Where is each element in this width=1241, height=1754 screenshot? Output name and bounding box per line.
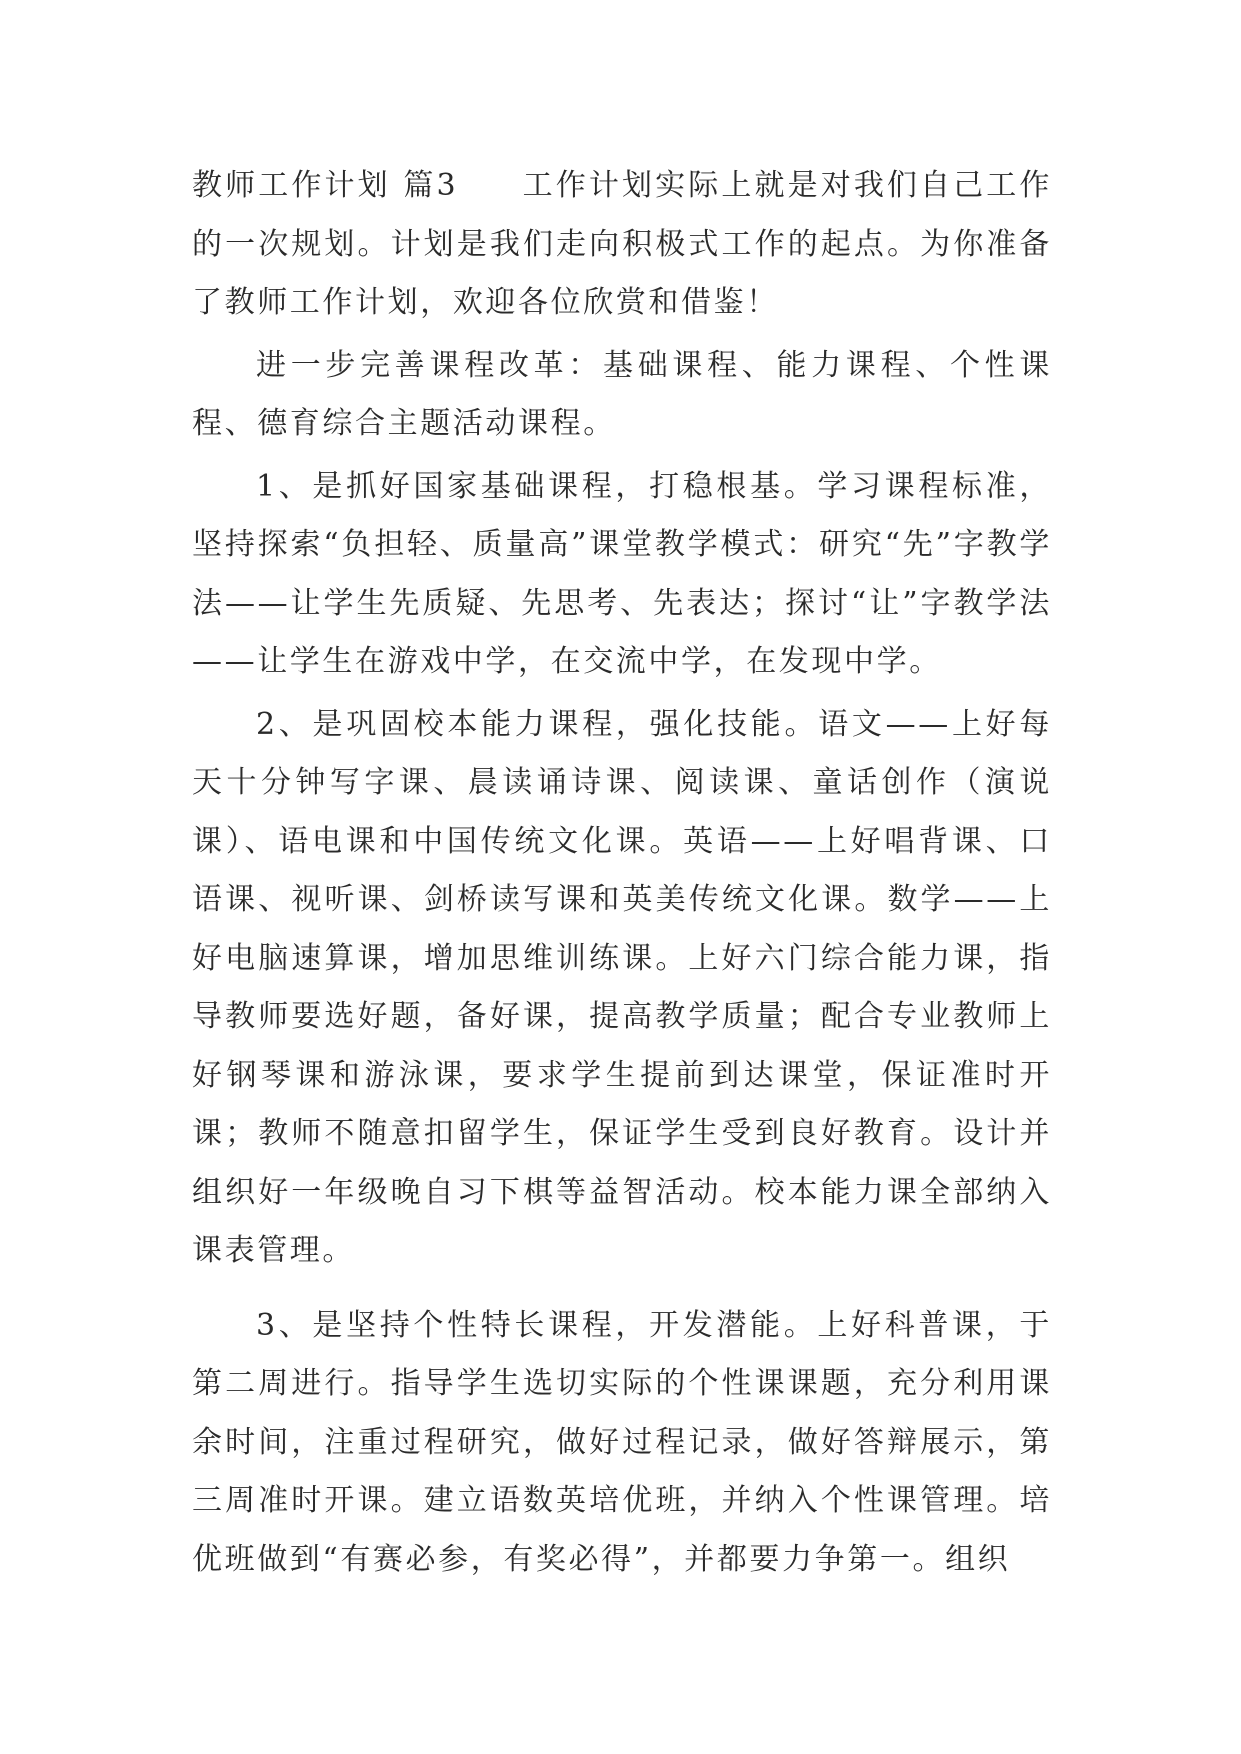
- paragraph-curriculum-reform: 进一步完善课程改革：基础课程、能力课程、个性课程、德育综合主题活动课程。: [192, 347, 1052, 441]
- document-title: 教师工作计划 篇3: [192, 168, 459, 203]
- intro-text: 工作计划实际上就是对我们自己工作的一次规划。计划是我们走向积极式工作的起点。为你准备了教师工作计划，欢迎各位欣赏和借鉴！: [192, 168, 1052, 320]
- paragraph-individual-courses: 3、是坚持个性特长课程，开发潜能。上好科普课，于第二周进行。指导学生选切实际的个性课课题，充分利用课余时间，注重过程研究，做好过程记录，做好答辩展示，第三周准时开课。建立语数英培优班，并纳入个性课管理。培优班做到“有赛必参，有奖必得”，并都要力争第一。组织: [192, 1307, 1052, 1577]
- intro-paragraph: [192, 157, 1052, 333]
- paragraph-basic-courses: 1、是抓好国家基础课程，打稳根基。学习课程标准，坚持探索“负担轻、质量高”课堂教学模式：研究“先”字教学法——让学生先质疑、先思考、先表达；探讨“让”字教学法——让学生在游戏中学，在交流中学，在发现中学。: [192, 468, 1052, 679]
- paragraph-ability-courses: 2、是巩固校本能力课程，强化技能。语文——上好每天十分钟写字课、晨读诵诗课、阅读课、童话创作（演说课）、语电课和中国传统文化课。英语——上好唱背课、口语课、视听课、剑桥读写课和英美传统文化课。数学——上好电脑速算课，增加思维训练课。上好六门综合能力课，指导教师要选好题，备好课，提高教学质量；配合专业教师上好钢琴课和游泳课，要求学生提前到达课堂，保证准时开课；教师不随意扣留学生，保证学生受到良好教育。设计并组织好一年级晚自习下棋等益智活动。校本能力课全部纳入课表管理。: [192, 706, 1052, 1268]
- document-body: [192, 157, 1052, 1589]
